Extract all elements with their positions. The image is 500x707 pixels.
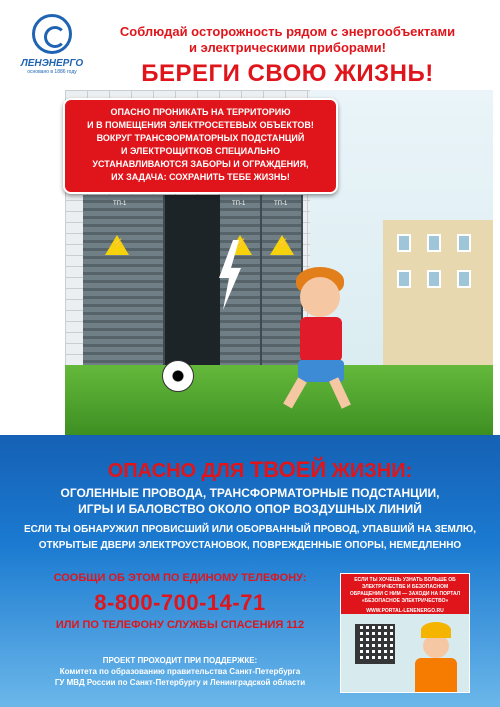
instruction-line: ОТКРЫТЫЕ ДВЕРИ ЭЛЕКТРОУСТАНОВОК, ПОВРЕЖДЕННЫЕ ОПОРЫ, НЕМЕДЛЕННО bbox=[38, 540, 462, 551]
boy-head bbox=[300, 277, 340, 317]
lenenergo-logo bbox=[12, 14, 92, 75]
heading-line-1: Соблюдай осторожность рядом с энергообъектами bbox=[119, 24, 456, 39]
report-text: СООБЩИ ОБ ЭТОМ ПО ЕДИНОМУ ТЕЛЕФОНУ: bbox=[53, 572, 307, 584]
support-credits bbox=[30, 655, 330, 688]
rescue-service-text: ИЛИ ПО ТЕЛЕФОНУ СЛУЖБЫ СПАСЕНИЯ 112 bbox=[55, 619, 305, 631]
door-tag: ТП-1 bbox=[232, 201, 246, 207]
door-tag: ТП-1 bbox=[274, 201, 288, 207]
door-tag: ТП-1 bbox=[113, 201, 127, 207]
soccer-ball bbox=[162, 360, 194, 392]
hazards-list bbox=[40, 485, 460, 517]
support-heading: ПРОЕКТ ПРОХОДИТ ПРИ ПОДДЕРЖКЕ: bbox=[102, 656, 258, 665]
instruction-line: ЕСЛИ ТЫ ОБНАРУЖИЛ ПРОВИСШИЙ ИЛИ ОБОРВАННЫЙ ПРОВОД, УПАВШИЙ НА ЗЕМЛЮ, bbox=[23, 524, 476, 535]
promo-text: ЕСЛИ ТЫ ХОЧЕШЬ УЗНАТЬ БОЛЬШЕ ОБ ЭЛЕКТРИЧЕСТВЕ И БЕЗОПАСНОМ ОБРАЩЕНИИ С НИМ — ЗАХОДИ НА ПОРТАЛ «БЕЗОПАСНОЕ ЭЛЕКТРИЧЕСТВО» bbox=[349, 577, 461, 604]
poster-heading bbox=[90, 24, 485, 56]
window bbox=[397, 234, 411, 252]
hazard-line: ИГРЫ И БАЛОВСТВО ОКОЛО ОПОР ВОЗДУШНЫХ ЛИНИЙ bbox=[78, 502, 422, 516]
portal-link[interactable]: WWW.PORTAL-LENENERGO.RU bbox=[366, 608, 444, 614]
boy-shirt bbox=[300, 317, 342, 362]
logo-name: ЛЕНЭНЕРГО bbox=[20, 58, 84, 69]
warning-line: ОПАСНО ПРОНИКАТЬ НА ТЕРРИТОРИЮ bbox=[110, 107, 291, 117]
warning-line: ИХ ЗАДАЧА: СОХРАНИТЬ ТЕБЕ ЖИЗНЬ! bbox=[111, 172, 290, 182]
warning-line: И В ПОМЕЩЕНИЯ ЭЛЕКТРОСЕТЕВЫХ ОБЪЕКТОВ! bbox=[87, 120, 314, 130]
window bbox=[457, 270, 471, 288]
poster-title: БЕРЕГИ СВОЮ ЖИЗНЬ! bbox=[141, 60, 434, 87]
high-voltage-warning-icon bbox=[270, 235, 294, 255]
danger-heading bbox=[60, 457, 460, 483]
danger-suffix: ЖИЗНИ: bbox=[326, 460, 413, 482]
support-line: ГУ МВД России по Санкт-Петербургу и Ленинградской области bbox=[54, 678, 306, 687]
running-boy bbox=[280, 265, 370, 415]
warning-line: УСТАНАВЛИВАЮТСЯ ЗАБОРЫ И ОГРАЖДЕНИЯ, bbox=[92, 159, 309, 169]
window bbox=[397, 270, 411, 288]
heading-line-2: и электрическими приборами! bbox=[189, 40, 386, 55]
danger-prefix: ОПАСНО ДЛЯ bbox=[107, 460, 250, 482]
window bbox=[427, 234, 441, 252]
lightning-bolt-icon bbox=[215, 240, 245, 310]
warning-line: ВОКРУГ ТРАНСФОРМАТОРНЫХ ПОДСТАНЦИЙ bbox=[96, 133, 305, 143]
window bbox=[457, 234, 471, 252]
boy-leg bbox=[283, 378, 307, 409]
warning-line: И ЭЛЕКТРОЩИТКОВ СПЕЦИАЛЬНО bbox=[121, 146, 280, 156]
high-voltage-warning-icon bbox=[105, 235, 129, 255]
electrician-mascot bbox=[411, 622, 461, 692]
lenenergo-emblem-icon bbox=[32, 14, 72, 54]
portal-promo bbox=[340, 573, 470, 693]
support-line: Комитета по образованию правительства Санкт-Петербурга bbox=[59, 667, 301, 676]
instructions bbox=[20, 522, 480, 554]
logo-tagline: основано в 1886 году bbox=[27, 69, 77, 75]
hotline-phone: 8-800-700-14-71 bbox=[94, 590, 266, 615]
boy-leg bbox=[329, 377, 351, 408]
mascot-vest bbox=[415, 658, 457, 692]
hard-hat-icon bbox=[421, 622, 451, 638]
qr-code-icon bbox=[355, 624, 395, 664]
grass-lawn bbox=[65, 365, 493, 435]
hazard-line: ОГОЛЕННЫЕ ПРОВОДА, ТРАНСФОРМАТОРНЫЕ ПОДСТАНЦИИ, bbox=[60, 486, 440, 500]
danger-emphasis: ТВОЕЙ bbox=[249, 457, 327, 482]
window bbox=[427, 270, 441, 288]
warning-box bbox=[63, 98, 338, 194]
